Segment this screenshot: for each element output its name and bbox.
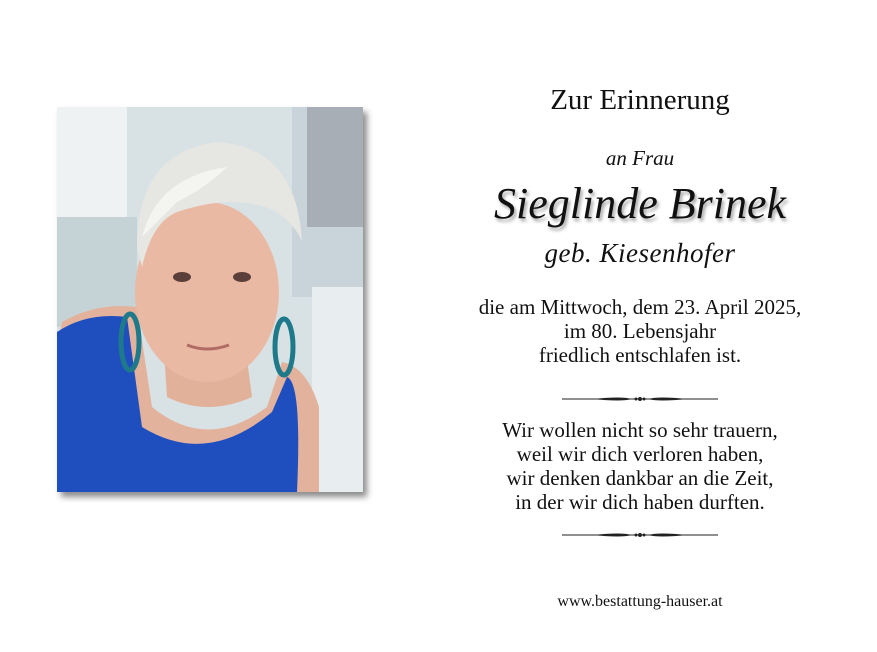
details-line: im 80. Lebensjahr [563, 319, 717, 343]
details-line: die am Mittwoch, dem 23. April 2025, [478, 295, 802, 319]
details-line: friedlich entschlafen ist. [538, 343, 742, 367]
ornament-icon [562, 531, 718, 539]
maiden-name: geb. Kiesenhofer [544, 238, 736, 268]
ornament-divider [562, 531, 718, 539]
verse-line: weil wir dich verloren haben, [516, 442, 764, 466]
memorial-verse [440, 418, 840, 514]
portrait-illustration [57, 107, 363, 492]
death-details [440, 295, 840, 367]
ornament-icon [562, 395, 718, 403]
card-title: Zur Erinnerung [550, 84, 730, 116]
ornament-divider [562, 395, 718, 403]
deceased-name: Sieglinde Brinek [493, 179, 786, 228]
portrait-photo [57, 107, 363, 492]
website-link[interactable]: www.bestattung-hauser.at [557, 593, 723, 610]
verse-line: Wir wollen nicht so sehr trauern, [502, 418, 778, 442]
salutation: an Frau [605, 146, 675, 170]
verse-line: wir denken dankbar an die Zeit, [506, 466, 774, 490]
verse-line: in der wir dich haben durften. [515, 490, 765, 514]
